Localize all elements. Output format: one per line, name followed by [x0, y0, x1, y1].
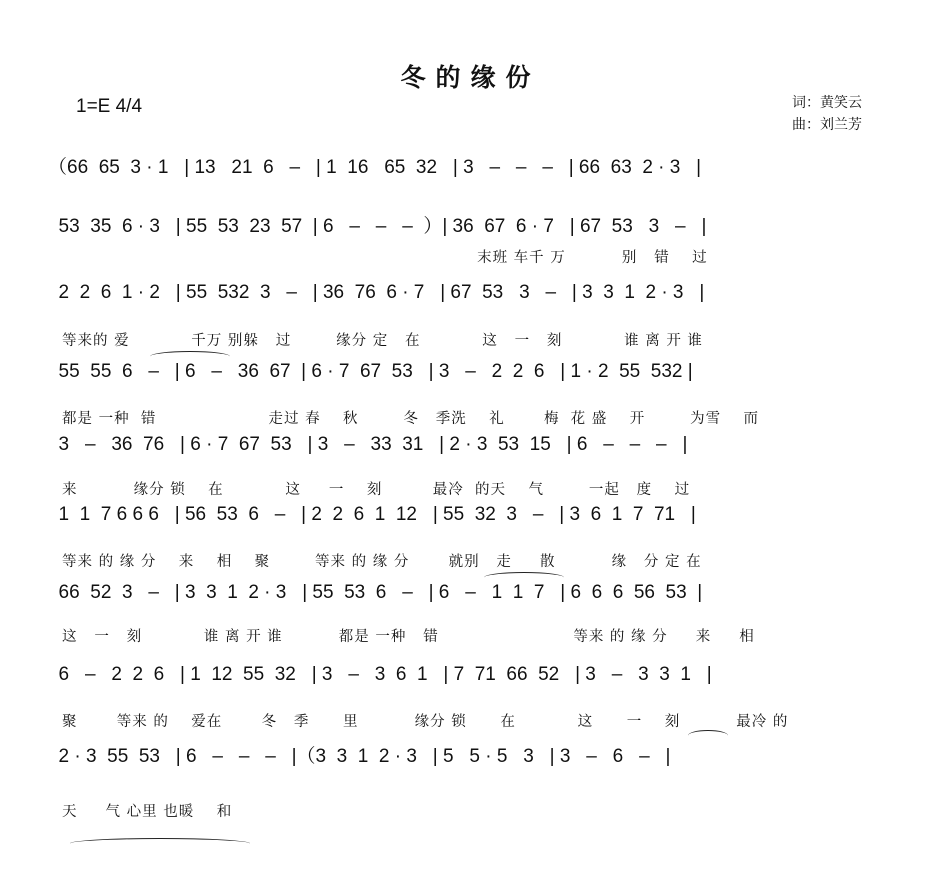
score-line-1-notes: （66 65 3 · 1 | 13 21 6 – | 1 16 65 32 | 3 – – – | 66 63 2 · 3 | — [48, 156, 702, 178]
score-line-5-lyrics: 来 缘分 锁 在 这 一 刻 最冷 的天 气 一起 度 过 — [62, 482, 691, 498]
score-line-3-lyrics: 等来的 爱 千万 别躲 过 缘分 定 在 这 一 刻 谁 离 开 谁 — [62, 333, 703, 349]
composer-credit: 曲：刘兰芳 — [792, 117, 862, 133]
score-line-5-notes: 3 – 36 76 | 6 · 7 67 53 | 3 – 33 31 | 2 · 3 53 15 | 6 – – – | — [48, 434, 688, 455]
slur-mark — [688, 730, 728, 741]
slur-mark — [150, 351, 230, 362]
slur-mark — [70, 838, 250, 849]
score-line-8-notes: 6 – 2 2 6 | 1 12 55 32 | 3 – 3 6 1 | 7 71 66 52 | 3 – 3 3 1 | — [48, 664, 712, 685]
score-line-8-lyrics: 聚 等来 的 爱在 冬 季 里 缘分 锁 在 这 一 刻 最冷 的 — [62, 714, 789, 730]
score-line-9-lyrics: 天 气 心里 也暖 和 — [62, 804, 233, 820]
score-line-2-lyrics: 末班 车千 万 别 错 过 — [62, 250, 708, 266]
score-line-2-notes: 53 35 6 · 3 | 55 53 23 57 | 6 – – – ）| 36 67 6 · 7 | 67 53 3 – | — [48, 215, 707, 237]
score-line-4-notes: 55 55 6 – | 6 – 36 67 | 6 · 7 67 53 | 3 – 2 2 6 | 1 · 2 55 532 | — [48, 361, 693, 382]
score-line-6-notes: 1 1 7 6 6 6 | 56 53 6 – | 2 2 6 1 12 | 55 32 3 – | 3 6 1 7 71 | — [48, 504, 696, 525]
score-line-7-lyrics: 这 一 刻 谁 离 开 谁 都是 一种 错 等来 的 缘 分 来 相 — [62, 629, 755, 645]
song-title: 冬的缘份 — [400, 63, 541, 92]
key-signature: 1=E 4/4 — [76, 96, 143, 117]
score-line-6-lyrics: 等来 的 缘 分 来 相 聚 等来 的 缘 分 就别 走 散 缘 分 定 在 — [62, 554, 702, 570]
score-line-4-lyrics: 都是 一种 错 走过 春 秋 冬 季洗 礼 梅 花 盛 开 为雪 而 — [62, 411, 760, 427]
score-line-9-notes: 2 · 3 55 53 | 6 – – – |（3 3 1 2 · 3 | 5 5 · 5 3 | 3 – 6 – | — [48, 745, 671, 767]
score-line-3-notes: 2 2 6 1 · 2 | 55 532 3 – | 36 76 6 · 7 | 67 53 3 – | 3 3 1 2 · 3 | — [48, 282, 705, 303]
lyricist-credit: 词：黄笑云 — [792, 95, 862, 111]
slur-mark — [484, 572, 564, 583]
score-line-7-notes: 66 52 3 – | 3 3 1 2 · 3 | 55 53 6 – | 6 – 1 1 7 | 6 6 6 56 53 | — [48, 582, 703, 603]
